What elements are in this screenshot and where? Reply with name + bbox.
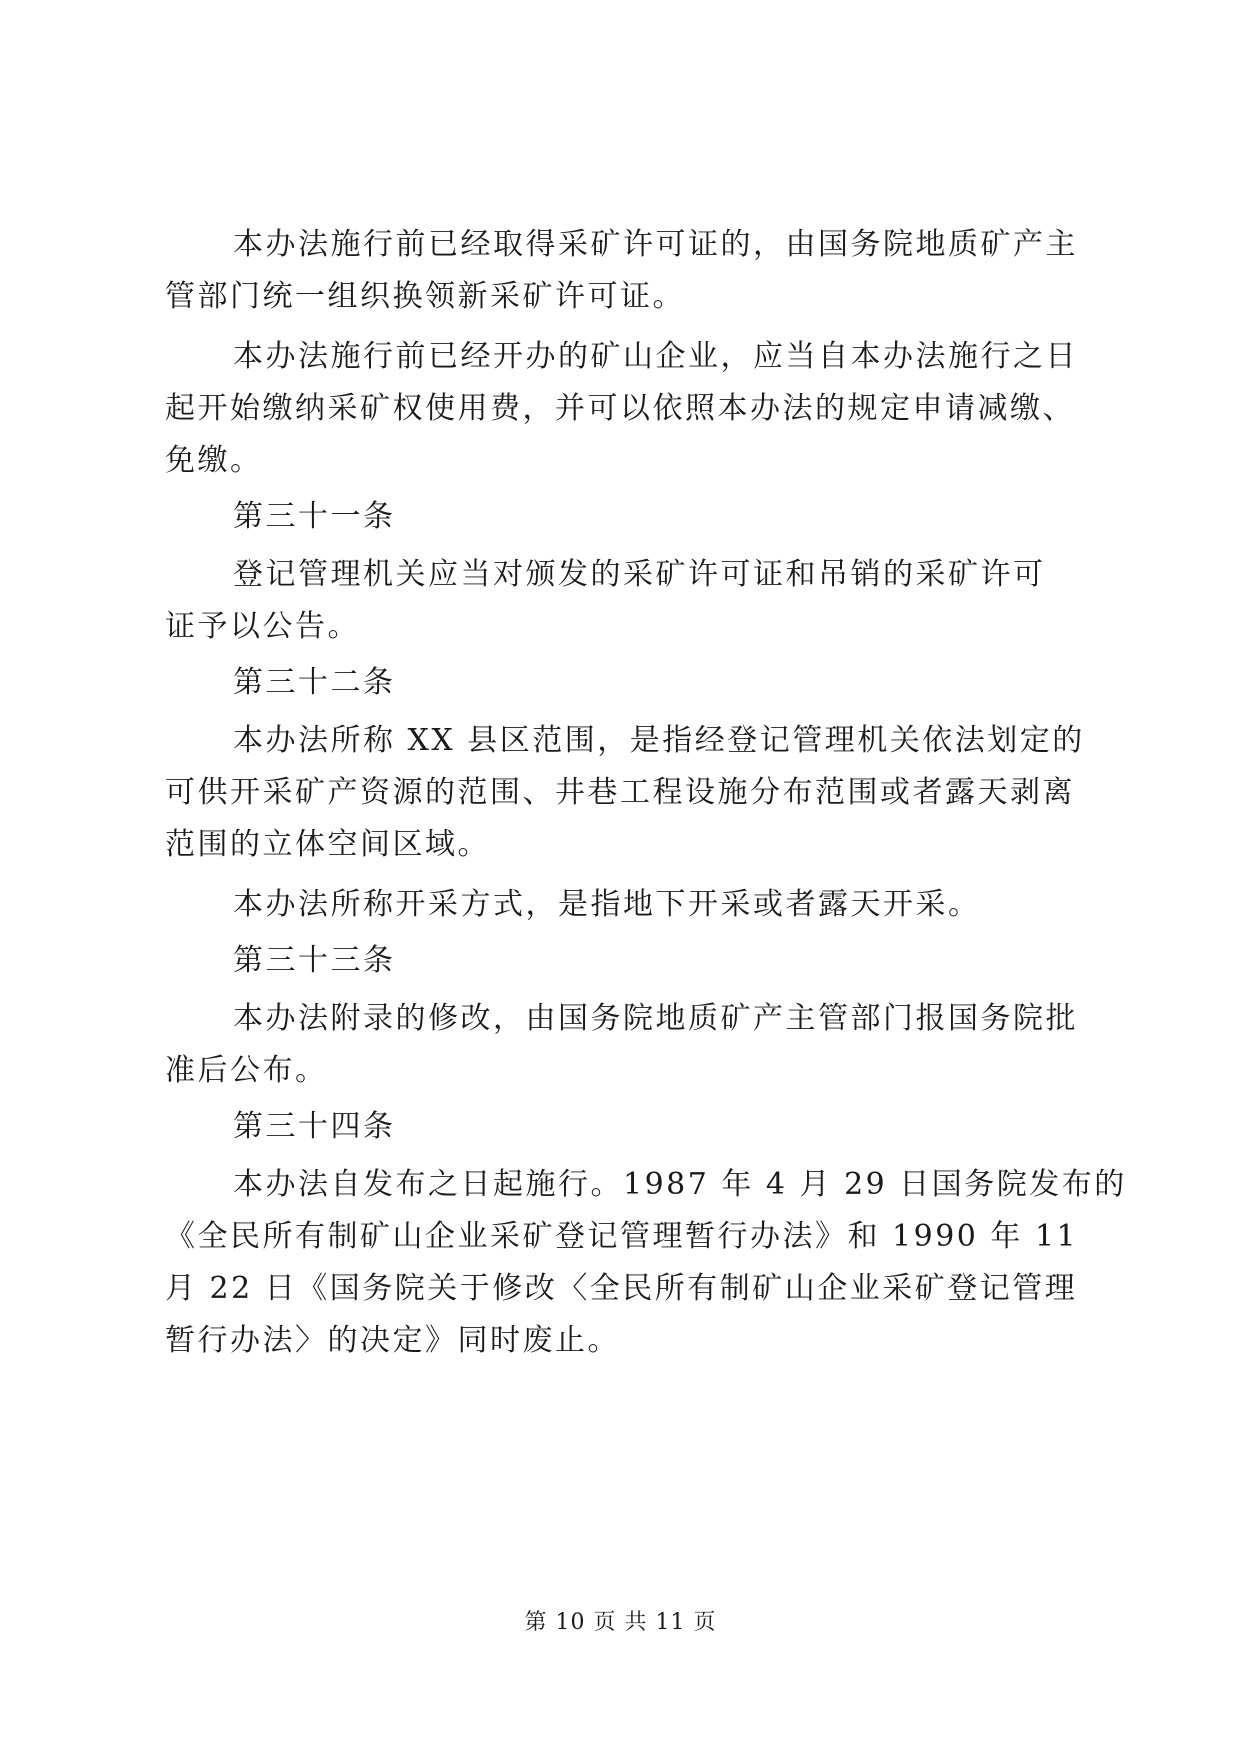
page-number-footer: 第 10 页 共 11 页 [524, 1610, 717, 1635]
paragraph-line: 本办法施行前已经取得采矿许可证的，由国务院地质矿产主 [233, 227, 1078, 262]
paragraph-line: 本办法所称开采方式，是指地下开采或者露天开采。 [233, 887, 981, 922]
paragraph-line: 本办法附录的修改，由国务院地质矿产主管部门报国务院批 [233, 1001, 1078, 1036]
paragraph-line: 证予以公告。 [165, 609, 360, 644]
article-heading: 第三十二条 [233, 665, 396, 700]
paragraph-line: 本办法所称 XX 县区范围，是指经登记管理机关依法划定的 [233, 723, 1085, 758]
article-heading: 第三十一条 [233, 499, 396, 534]
paragraph-line: 《全民所有制矿山企业采矿登记管理暂行办法》和 1990 年 11 [165, 1219, 1079, 1254]
paragraph-line: 免缴。 [165, 443, 263, 478]
paragraph-line: 本办法施行前已经开办的矿山企业，应当自本办法施行之日 [233, 339, 1078, 374]
paragraph-line: 登记管理机关应当对颁发的采矿许可证和吊销的采矿许可 [233, 557, 1046, 592]
paragraph-line: 准后公布。 [165, 1053, 328, 1088]
article-heading: 第三十四条 [233, 1109, 396, 1144]
paragraph-line: 本办法自发布之日起施行。1987 年 4 月 29 日国务院发布的 [233, 1167, 1127, 1202]
paragraph-line: 月 22 日《国务院关于修改〈全民所有制矿山企业采矿登记管理 [165, 1271, 1078, 1306]
paragraph-line: 范围的立体空间区域。 [165, 827, 490, 862]
paragraph-line: 起开始缴纳采矿权使用费，并可以依照本办法的规定申请减缴、 [165, 391, 1075, 426]
paragraph-line: 可供开采矿产资源的范围、井巷工程设施分布范围或者露天剥离 [165, 775, 1075, 810]
paragraph-line: 管部门统一组织换领新采矿许可证。 [165, 279, 685, 314]
article-heading: 第三十三条 [233, 943, 396, 978]
paragraph-line: 暂行办法〉的决定》同时废止。 [165, 1323, 620, 1358]
